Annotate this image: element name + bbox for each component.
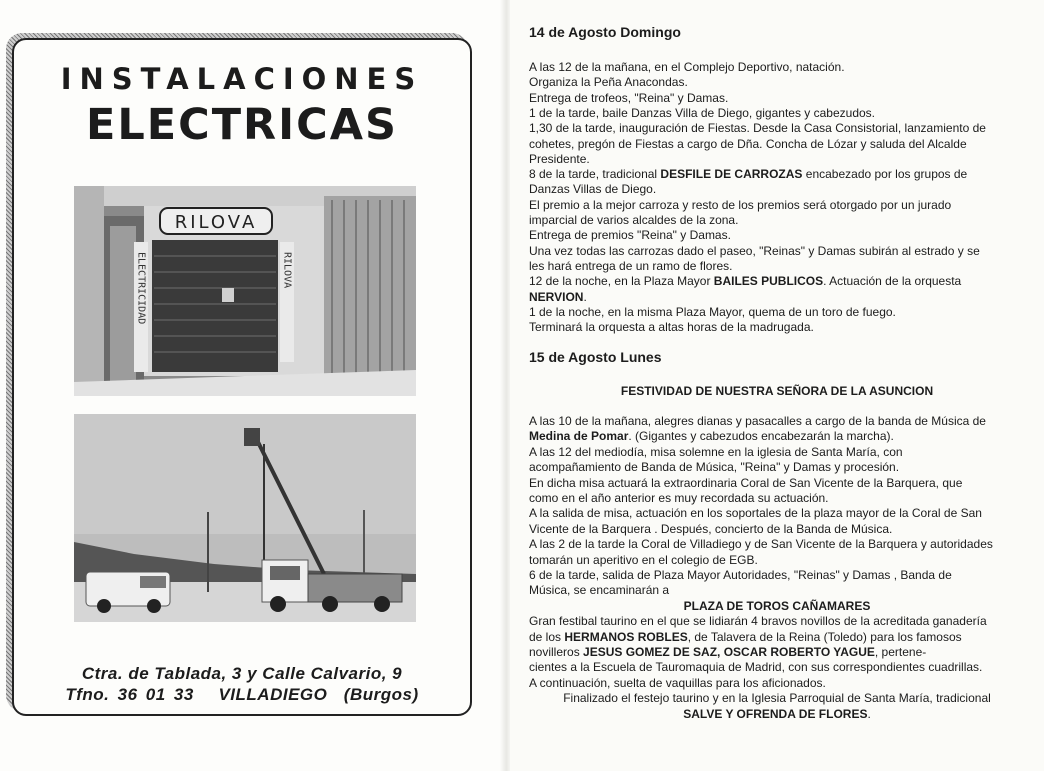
- program-line: Gran festibal taurino en el que se lidiarán 4 bravos novillos de la acreditada ganadería: [529, 614, 987, 629]
- program-line: Una vez todas las carrozas dado el paseo, "Reinas" y Damas subirán al estrado y se: [529, 243, 980, 258]
- shop-sign-text: RILOVA: [174, 212, 258, 233]
- advert-title-line1: INSTALACIONES: [60, 62, 424, 96]
- program-line: novilleros JESUS GOMEZ DE SAZ, OSCAR ROBERTO YAGUE, pertene-: [529, 645, 927, 659]
- left-page: [0, 0, 510, 771]
- advert-address: Ctra. de Tablada, 3 y Calle Calvario, 9: [81, 664, 403, 683]
- program-line: A las 2 de la tarde la Coral de Villadiego y de San Vicente de la Barquera y autoridades: [529, 537, 993, 552]
- program-line: NERVION.: [529, 289, 587, 304]
- vertical-sign-left: ELECTRICIDAD: [135, 252, 147, 325]
- program-line: Música, se encaminarán a: [529, 583, 670, 598]
- program-line: 6 de la tarde, salida de Plaza Mayor Autoridades, "Reinas" y Damas , Banda de: [529, 568, 952, 582]
- shop-front-photo: [74, 186, 416, 396]
- advert-frame: [12, 38, 472, 716]
- vertical-sign-right: RILOVA: [281, 252, 293, 289]
- program-line-emphasis: JESUS GOMEZ DE SAZ, OSCAR ROBERTO YAGUE: [583, 645, 875, 659]
- program-line-emphasis: SALVE Y OFRENDA DE FLORES: [683, 706, 868, 721]
- day2-subheading: FESTIVIDAD DE NUESTRA SEÑORA DE LA ASUNCION: [620, 384, 934, 398]
- program-line: Vicente de la Barquera . Después, concierto de la Banda de Música.: [529, 521, 893, 536]
- program-line: de los HERMANOS ROBLES, de Talavera de la Reina (Toledo) para los famosos: [529, 629, 962, 644]
- program-line: A la salida de misa, actuación en los soportales de la plaza mayor de la Coral de San: [529, 506, 982, 521]
- program-line: cientes a la Escuela de Tauromaquia de Madrid, con sus correspondientes cuadrillas.: [529, 660, 983, 675]
- program-line-emphasis: Medina de Pomar: [529, 429, 629, 444]
- program-line: 12 de la noche, en la Plaza Mayor BAILES PUBLICOS. Actuación de la orquesta: [529, 274, 962, 289]
- program-line-emphasis: BAILES PUBLICOS: [713, 274, 824, 289]
- day1-heading: 14 de Agosto Domingo: [529, 24, 681, 40]
- program-line: como en el año anterior es muy recordada su actuación.: [529, 491, 829, 505]
- advert-title-line2: ELECTRICAS: [86, 100, 398, 150]
- program-line: acompañamiento de Banda de Música, "Reina" y Damas y procesión.: [529, 460, 900, 475]
- program-line: 1 de la tarde, baile Danzas Villa de Diego, gigantes y cabezudos.: [529, 105, 876, 120]
- program-line: [529, 599, 1025, 614]
- program-line: cohetes, pregón de Fiestas a cargo de Dña. Concha de Lózar y saluda del Alcalde: [529, 136, 967, 151]
- program-line: Finalizado el festejo taurino y en la Iglesia Parroquial de Santa María, tradicional: [563, 691, 991, 706]
- advert-phone-town: Tfno. 36 01 33 VILLADIEGO (Burgos): [65, 685, 419, 704]
- program-line-emphasis: HERMANOS ROBLES: [564, 629, 688, 644]
- work-vehicles-photo: [74, 414, 416, 622]
- program-line: En dicha misa actuará la extraordinaria Coral de San Vicente de la Barquera, que: [529, 475, 963, 490]
- program-line: tomarán un aperitivo en el colegio de EGB.: [529, 552, 758, 567]
- program-line: A continuación, suelta de vaquillas para los aficionados.: [529, 675, 826, 690]
- program-line-emphasis: NERVION: [529, 289, 584, 304]
- program-line: 1 de la noche, en la misma Plaza Mayor, quema de un toro de fuego.: [529, 304, 896, 319]
- program-line-emphasis: DESFILE DE CARROZAS: [660, 167, 803, 182]
- program-line: Presidente.: [529, 151, 590, 166]
- program-line: El premio a la mejor carroza y resto de los premios será otorgado por un jurado: [529, 197, 952, 212]
- program-line: SALVE Y OFRENDA DE FLORES.: [683, 706, 871, 721]
- program-line: les hará entrega de un ramo de flores.: [529, 258, 733, 273]
- program-line: Entrega de premios "Reina" y Damas.: [529, 228, 731, 243]
- program-line: A las 10 de la mañana, alegres dianas y pasacalles a cargo de la banda de Música de: [529, 414, 986, 428]
- program-line: Danzas Villas de Diego.: [529, 182, 657, 197]
- program-line: A las 12 del mediodía, misa solemne en la iglesia de Santa María, con: [529, 444, 903, 459]
- program-line: imparcial de varios alcaldes de la zona.: [529, 213, 739, 227]
- right-page: [510, 0, 1044, 771]
- program-line: 8 de la tarde, tradicional DESFILE DE CARROZAS encabezado por los grupos de: [529, 167, 968, 182]
- program-line: Medina de Pomar. (Gigantes y cabezudos encabezarán la marcha).: [529, 429, 894, 444]
- program-line: A las 12 de la mañana, en el Complejo Deportivo, natación.: [529, 60, 845, 74]
- day2-heading: 15 de Agosto Lunes: [529, 349, 662, 365]
- program-line-emphasis: PLAZA DE TOROS CAÑAMARES: [683, 598, 871, 613]
- program-line: 1,30 de la tarde, inauguración de Fiestas. Desde la Casa Consistorial, lanzamiento de: [529, 121, 986, 136]
- program-line: Organiza la Peña Anacondas.: [529, 75, 688, 90]
- program-line: Terminará la orquesta a altas horas de la madrugada.: [529, 320, 814, 335]
- program-line: Entrega de trofeos, "Reina" y Damas.: [529, 90, 729, 105]
